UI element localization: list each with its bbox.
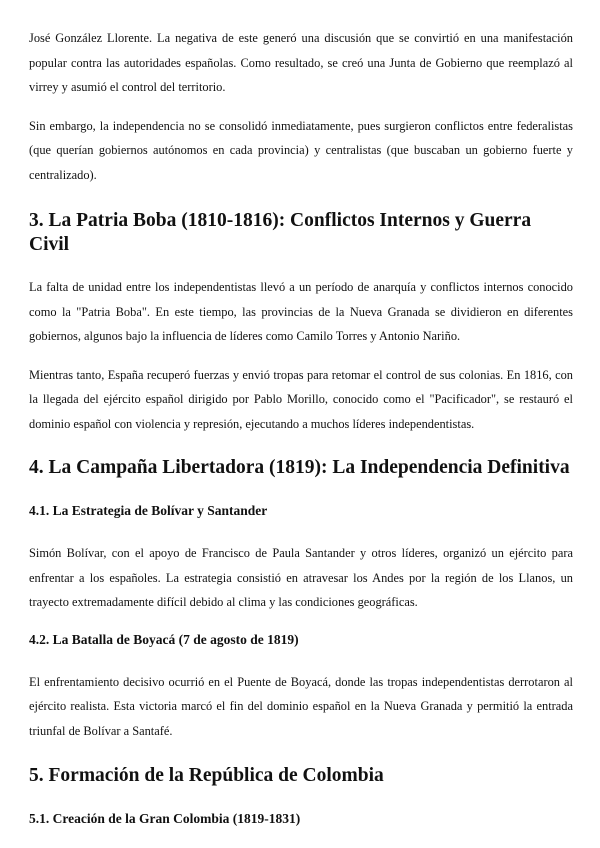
heading-campana-libertadora: 4. La Campaña Libertadora (1819): La Independencia Definitiva xyxy=(29,457,570,478)
paragraph-patria-boba: La falta de unidad entre los independentistas llevó a un período de anarquía y conflictos internos conocido como la "Patria Boba". En este tiempo, las provincias de la Nueva Granada se dividieron en diferentes gobiernos, algunos bajo la influencia de líderes como Camilo Torres y Antonio Nariño. xyxy=(29,280,573,343)
paragraph-reconquista: Mientras tanto, España recuperó fuerzas y envió tropas para retomar el control de sus colonias. En 1816, con la llegada del ejército español dirigido por Pablo Morillo, conocido como el "Pacificador", se restauró el dominio español con violencia y represión, ejecutando a muchos líderes independentistas. xyxy=(29,367,573,431)
paragraph-batalla-boyaca: El enfrentamiento decisivo ocurrió en el Puente de Boyacá, donde las tropas independentistas derrotaron al ejército realista. Esta victoria marcó el fin del dominio español en la Nueva Granada y permitió la entrada triunfal de Bolívar a Santafé. xyxy=(29,674,573,738)
paragraph-federalistas-centralistas: Sin embargo, la independencia no se consolidó inmediatamente, pues surgieron conflictos entre federalistas (que querían gobiernos autónomos en cada provincia) y centralistas (que buscaban un gobierno fuerte y centralizado). xyxy=(29,118,573,182)
heading-republica-colombia: 5. Formación de la República de Colombia xyxy=(29,765,384,786)
document-page xyxy=(29,26,573,829)
heading-estrategia: 4.1. La Estrategia de Bolívar y Santander xyxy=(29,503,268,518)
heading-patria-boba: 3. La Patria Boba (1810-1816): Conflictos Internos y Guerra Civil xyxy=(29,210,532,255)
heading-gran-colombia: 5.1. Creación de la Gran Colombia (1819-1831) xyxy=(29,811,301,826)
paragraph-estrategia: Simón Bolívar, con el apoyo de Francisco de Paula Santander y otros líderes, organizó un ejército para enfrentar a los españoles. La estrategia consistió en atravesar los Andes por la región de los Llanos, un trayecto extremadamente difícil debido al clima y las condiciones geográficas. xyxy=(29,546,573,609)
paragraph-junta-de-gobierno: José González Llorente. La negativa de este generó una discusión que se convirtió en una manifestación popular contra las autoridades españolas. Como resultado, se creó una Junta de Gobierno que reemplazó al virrey y asumió el control del territorio. xyxy=(29,31,573,94)
heading-batalla-boyaca: 4.2. La Batalla de Boyacá (7 de agosto de 1819) xyxy=(29,631,299,647)
